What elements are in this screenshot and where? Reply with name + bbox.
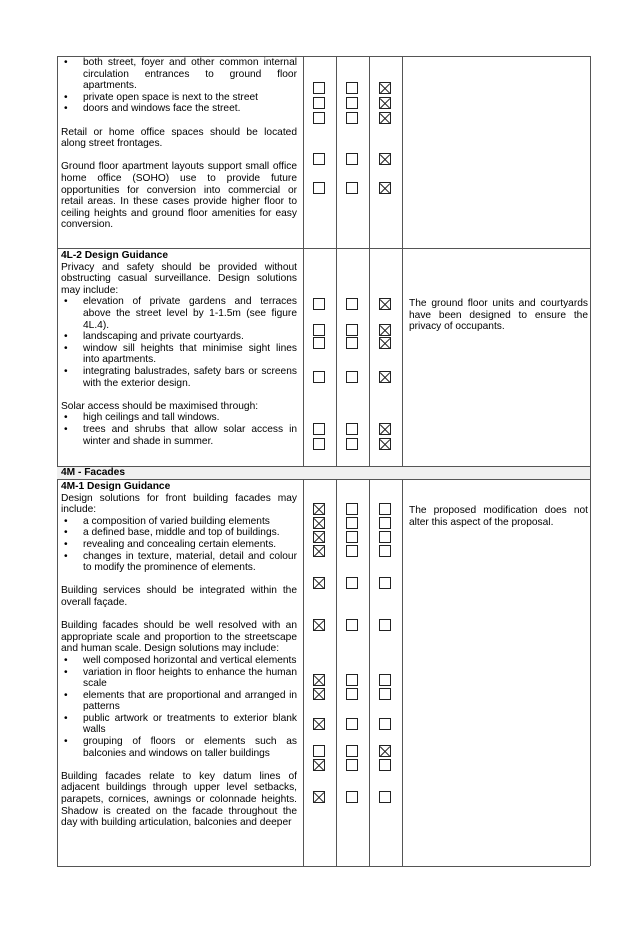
row2-text: [61, 250, 297, 447]
bullet-item: • a composition of varied building elements: [61, 516, 297, 528]
checkbox-checked[interactable]: [313, 688, 325, 700]
checkbox-checked[interactable]: [379, 745, 391, 757]
bullet-item: • revealing and concealing certain elements.: [61, 539, 297, 551]
checkbox-unchecked[interactable]: [379, 674, 391, 686]
paragraph: Design solutions for front building facades may include:: [61, 492, 297, 516]
checkbox-unchecked[interactable]: [346, 517, 358, 529]
checkbox-unchecked[interactable]: [313, 371, 325, 383]
row2-comment: The ground floor units and courtyards have been designed to ensure the privacy of occupants.: [409, 298, 588, 333]
checkbox-unchecked[interactable]: [379, 791, 391, 803]
compliance-table: [57, 56, 590, 866]
checkbox-checked[interactable]: [313, 791, 325, 803]
bullet-item: • elevation of private gardens and terraces above the street level by 1-1.5m (see figure 4L.4).: [61, 296, 297, 331]
checkbox-unchecked[interactable]: [379, 619, 391, 631]
checkbox-unchecked[interactable]: [379, 718, 391, 730]
paragraph: Building services should be integrated within the overall façade.: [61, 585, 297, 608]
checkbox-checked[interactable]: [313, 619, 325, 631]
checkbox-unchecked[interactable]: [379, 545, 391, 557]
checkbox-checked[interactable]: [379, 337, 391, 349]
checkbox-unchecked[interactable]: [346, 97, 358, 109]
bullet-item: • variation in floor heights to enhance the human scale: [61, 667, 297, 690]
checkbox-unchecked[interactable]: [346, 423, 358, 435]
section-title: 4M - Facades: [61, 467, 125, 478]
checkbox-unchecked[interactable]: [346, 545, 358, 557]
row-divider-1: [57, 248, 590, 249]
checkbox-unchecked[interactable]: [313, 337, 325, 349]
checkbox-unchecked[interactable]: [379, 503, 391, 515]
checkbox-checked[interactable]: [379, 298, 391, 310]
checkbox-unchecked[interactable]: [346, 82, 358, 94]
bullet-item: • changes in texture, material, detail and colour to modify the prominence of elements.: [61, 551, 297, 574]
checkbox-unchecked[interactable]: [313, 112, 325, 124]
bullet-item: • well composed horizontal and vertical elements: [61, 655, 297, 667]
column-divider-4: [402, 56, 403, 866]
checkbox-unchecked[interactable]: [346, 718, 358, 730]
checkbox-unchecked[interactable]: [346, 112, 358, 124]
checkbox-unchecked[interactable]: [313, 438, 325, 450]
table-bottom-border: [57, 866, 590, 867]
bullet-item: • grouping of floors or elements such as balconies and windows on taller buildings: [61, 736, 297, 759]
bullet-item: • landscaping and private courtyards.: [61, 331, 297, 343]
checkbox-unchecked[interactable]: [346, 324, 358, 336]
checkbox-unchecked[interactable]: [313, 745, 325, 757]
checkbox-unchecked[interactable]: [313, 423, 325, 435]
checkbox-unchecked[interactable]: [313, 153, 325, 165]
checkbox-checked[interactable]: [379, 82, 391, 94]
checkbox-checked[interactable]: [313, 531, 325, 543]
bullet-item: • a defined base, middle and top of buildings.: [61, 527, 297, 539]
bullet-item: • elements that are proportional and arranged in patterns: [61, 690, 297, 713]
bullet-item: • trees and shrubs that allow solar access in winter and shade in summer.: [61, 424, 297, 447]
paragraph: Ground floor apartment layouts support small office home office (SOHO) use to provide future opportunities for conversion into commercial or retail areas. In these cases provide higher floor to ceiling heights and ground floor amenities for easy conversion.: [61, 161, 297, 231]
table-right-border: [590, 56, 591, 866]
checkbox-unchecked[interactable]: [313, 182, 325, 194]
row3-text: [61, 481, 297, 829]
checkbox-unchecked[interactable]: [346, 791, 358, 803]
checkbox-unchecked[interactable]: [379, 531, 391, 543]
checkbox-unchecked[interactable]: [346, 153, 358, 165]
checkbox-unchecked[interactable]: [346, 182, 358, 194]
checkbox-checked[interactable]: [379, 97, 391, 109]
row3-comment: The proposed modification does not alter this aspect of the proposal.: [409, 505, 588, 528]
checkbox-checked[interactable]: [379, 423, 391, 435]
checkbox-unchecked[interactable]: [346, 298, 358, 310]
checkbox-unchecked[interactable]: [346, 577, 358, 589]
paragraph: Retail or home office spaces should be located along street frontages.: [61, 126, 297, 150]
guidance-heading: 4L-2 Design Guidance: [61, 250, 168, 261]
row1-text: [61, 57, 297, 231]
column-divider-2: [336, 56, 337, 866]
column-divider-3: [369, 56, 370, 866]
bullet-item: • window sill heights that minimise sight lines into apartments.: [61, 343, 297, 366]
checkbox-unchecked[interactable]: [346, 503, 358, 515]
checkbox-unchecked[interactable]: [346, 337, 358, 349]
bullet-item: • public artwork or treatments to exterior blank walls: [61, 713, 297, 736]
checkbox-unchecked[interactable]: [346, 531, 358, 543]
checkbox-checked[interactable]: [379, 182, 391, 194]
checkbox-unchecked[interactable]: [313, 82, 325, 94]
checkbox-checked[interactable]: [313, 545, 325, 557]
checkbox-checked[interactable]: [313, 503, 325, 515]
checkbox-unchecked[interactable]: [379, 517, 391, 529]
bullet-item: • doors and windows face the street.: [61, 103, 297, 115]
bullet-item: • high ceilings and tall windows.: [61, 412, 297, 424]
checkbox-checked[interactable]: [379, 371, 391, 383]
checkbox-unchecked[interactable]: [346, 438, 358, 450]
checkbox-checked[interactable]: [313, 759, 325, 771]
checkbox-unchecked[interactable]: [346, 619, 358, 631]
guidance-heading: 4M-1 Design Guidance: [61, 481, 171, 492]
checkbox-unchecked[interactable]: [346, 674, 358, 686]
checkbox-checked[interactable]: [313, 718, 325, 730]
paragraph: Building facades relate to key datum lines of adjacent buildings through upper level setbacks, parapets, cornices, awnings or colonnade heights. Shadow is created on the facade throughout the day with building articulation, balconies and deeper: [61, 770, 297, 829]
bullet-item: • integrating balustrades, safety bars or screens with the exterior design.: [61, 366, 297, 389]
checkbox-unchecked[interactable]: [346, 759, 358, 771]
checkbox-unchecked[interactable]: [379, 759, 391, 771]
checkbox-unchecked[interactable]: [346, 688, 358, 700]
bullet-item: • both street, foyer and other common internal circulation entrances to ground floor apartments.: [61, 57, 297, 92]
checkbox-checked[interactable]: [313, 674, 325, 686]
paragraph: Solar access should be maximised through:: [61, 400, 259, 412]
checkbox-checked[interactable]: [379, 324, 391, 336]
table-left-border: [57, 56, 58, 866]
checkbox-checked[interactable]: [379, 112, 391, 124]
column-divider-1: [303, 56, 304, 866]
checkbox-unchecked[interactable]: [346, 371, 358, 383]
bullet-item: • private open space is next to the street: [61, 92, 297, 104]
checkbox-checked[interactable]: [313, 577, 325, 589]
checkbox-checked[interactable]: [379, 438, 391, 450]
checkbox-unchecked[interactable]: [346, 745, 358, 757]
paragraph: Building facades should be well resolved with an appropriate scale and proportion to the streetscape and human scale. Design solutions may include:: [61, 620, 297, 655]
checkbox-unchecked[interactable]: [313, 324, 325, 336]
checkbox-unchecked[interactable]: [379, 577, 391, 589]
paragraph: Privacy and safety should be provided without obstructing casual surveillance. Design solutions may include:: [61, 261, 297, 296]
checkbox-unchecked[interactable]: [313, 298, 325, 310]
checkbox-checked[interactable]: [379, 153, 391, 165]
section-header-4m: [57, 466, 590, 480]
checkbox-unchecked[interactable]: [313, 97, 325, 109]
checkbox-unchecked[interactable]: [379, 688, 391, 700]
checkbox-checked[interactable]: [313, 517, 325, 529]
